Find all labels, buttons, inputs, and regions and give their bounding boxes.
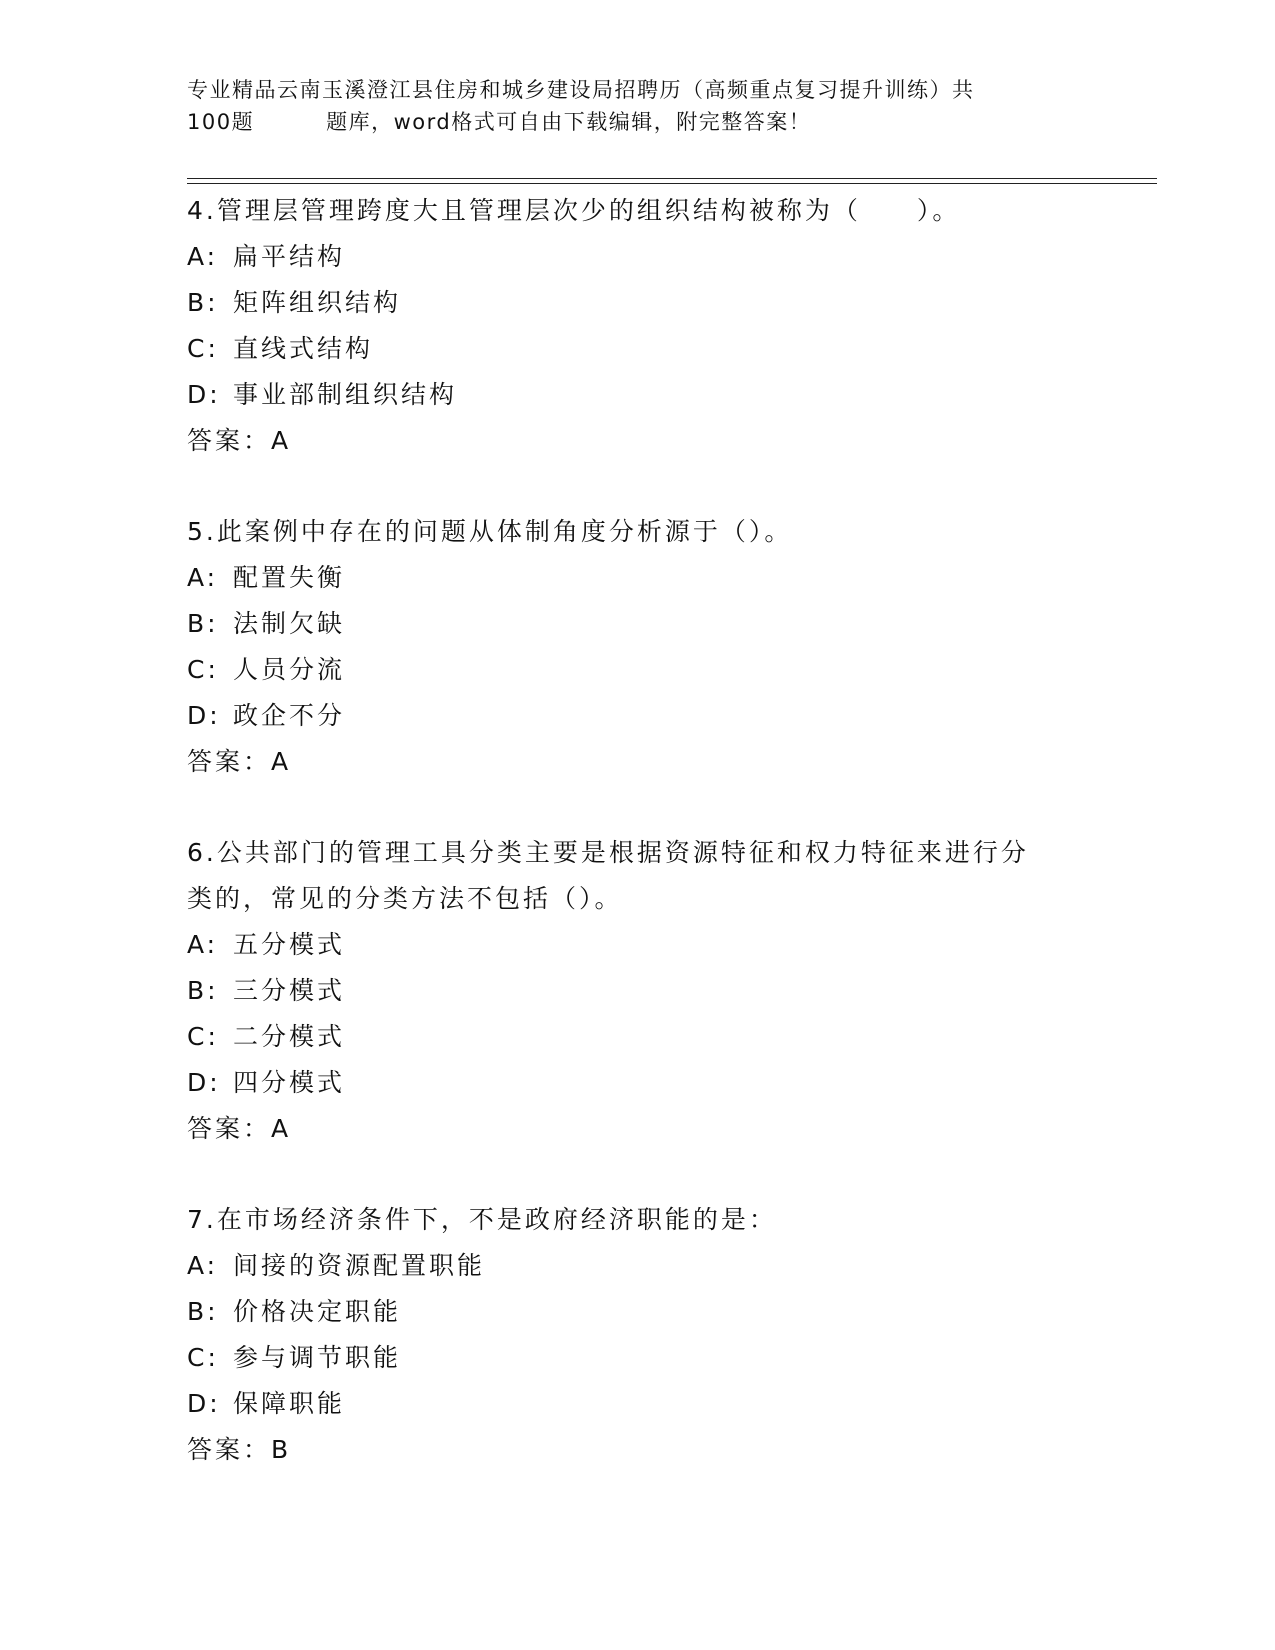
option-letter: B: [187,288,219,317]
question-title: 5.此案例中存在的问题从体制角度分析源于（）。 [187,517,793,546]
option-text: 人员分流 [233,655,346,684]
question-option [187,280,1087,326]
option-letter: D: [187,701,221,730]
question-option [187,693,1087,739]
header-question-count: 100题 [187,110,255,134]
option-letter: C: [187,655,219,684]
question-option [187,1381,1087,1427]
option-letter: A: [187,930,219,959]
option-letter: D: [187,1389,221,1418]
question-item [187,830,1087,1152]
header-divider-top [187,178,1157,179]
header-description: 题库，word格式可自由下载编辑，附完整答案！ [326,110,812,134]
option-letter: B: [187,609,219,638]
question-list [187,188,1087,1473]
question-option [187,1243,1087,1289]
question-title-line-2: 类的，常见的分类方法不包括（）。 [187,884,623,913]
document-header [187,74,1087,138]
option-letter: A: [187,1251,219,1280]
option-letter: B: [187,976,219,1005]
question-option [187,234,1087,280]
question-option [187,601,1087,647]
question-title: 7.在市场经济条件下，不是政府经济职能的是： [187,1205,777,1234]
question-option [187,968,1087,1014]
question-option [187,372,1087,418]
option-letter: A: [187,563,219,592]
option-text: 参与调节职能 [233,1343,402,1372]
option-letter: D: [187,380,221,409]
option-letter: B: [187,1297,219,1326]
option-text: 五分模式 [233,930,346,959]
question-option [187,326,1087,372]
question-option [187,1014,1087,1060]
question-option [187,1335,1087,1381]
option-letter: D: [187,1068,221,1097]
option-text: 矩阵组织结构 [233,288,402,317]
option-text: 二分模式 [233,1022,346,1051]
question-answer: 答案：A [187,1114,292,1143]
question-title-line-1: 6.公共部门的管理工具分类主要是根据资源特征和权力特征来进行分 [187,838,1029,867]
question-option [187,1060,1087,1106]
question-option [187,555,1087,601]
question-answer: 答案：A [187,426,292,455]
question-option [187,1289,1087,1335]
question-item [187,188,1087,464]
question-item [187,1197,1087,1473]
option-text: 法制欠缺 [233,609,346,638]
option-text: 扁平结构 [233,242,346,271]
question-option [187,647,1087,693]
question-answer: 答案：A [187,747,292,776]
header-line-2 [187,106,1087,138]
option-text: 政企不分 [233,701,346,730]
option-text: 事业部制组织结构 [233,380,458,409]
option-letter: A: [187,242,219,271]
option-text: 直线式结构 [233,334,374,363]
header-line-1: 专业精品云南玉溪澄江县住房和城乡建设局招聘历（高频重点复习提升训练）共 [187,78,975,102]
question-title: 4.管理层管理跨度大且管理层次少的组织结构被称为（ ）。 [187,196,961,225]
option-letter: C: [187,1343,219,1372]
question-item [187,509,1087,785]
option-letter: C: [187,1022,219,1051]
option-text: 间接的资源配置职能 [233,1251,486,1280]
option-text: 价格决定职能 [233,1297,402,1326]
option-text: 四分模式 [233,1068,346,1097]
option-letter: C: [187,334,219,363]
question-option [187,922,1087,968]
option-text: 配置失衡 [233,563,346,592]
option-text: 三分模式 [233,976,346,1005]
option-text: 保障职能 [233,1389,346,1418]
header-divider-bottom [187,183,1157,184]
question-answer: 答案：B [187,1435,292,1464]
